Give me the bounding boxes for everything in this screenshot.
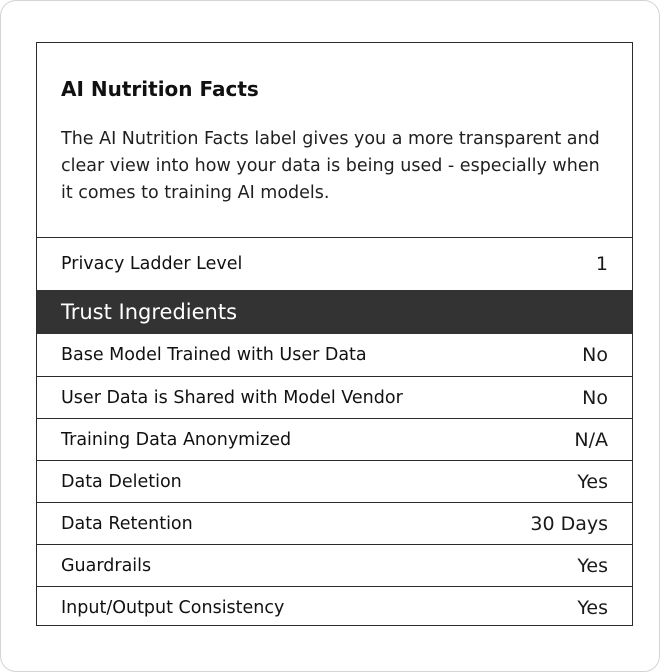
ingredient-value: Yes [577,596,608,619]
ingredient-value: Yes [577,470,608,493]
ingredient-row [37,334,632,376]
ingredient-label: Data Deletion [61,471,182,492]
trust-ingredients-header: Trust Ingredients [37,290,632,334]
ingredient-row [37,544,632,586]
privacy-ladder-row [37,237,632,290]
ingredient-value: 30 Days [530,512,608,535]
label-header [37,43,632,237]
ingredient-label: Base Model Trained with User Data [61,345,367,365]
label-title: AI Nutrition Facts [61,77,259,101]
ingredient-value: No [582,386,608,409]
ingredient-row [37,376,632,418]
ingredient-value: Yes [577,554,608,577]
ingredient-label: Guardrails [61,555,152,576]
ingredient-label: Input/Output Consistency [61,597,285,618]
ingredient-row [37,418,632,460]
ingredient-value: No [582,344,608,366]
ingredient-label: Training Data Anonymized [61,429,292,450]
ingredient-label: Data Retention [61,513,193,534]
ingredient-row [37,586,632,628]
label-description: The AI Nutrition Facts label gives you a more transparent and clear view into how your data is being used - especially when it comes to training AI models. [61,129,600,203]
privacy-ladder-label: Privacy Ladder Level [61,254,243,274]
privacy-ladder-value: 1 [595,253,608,275]
nutrition-facts-label [36,42,633,626]
ingredient-row [37,502,632,544]
ingredient-row [37,460,632,502]
ingredient-value: N/A [574,428,608,451]
ingredient-label: User Data is Shared with Model Vendor [61,387,403,408]
